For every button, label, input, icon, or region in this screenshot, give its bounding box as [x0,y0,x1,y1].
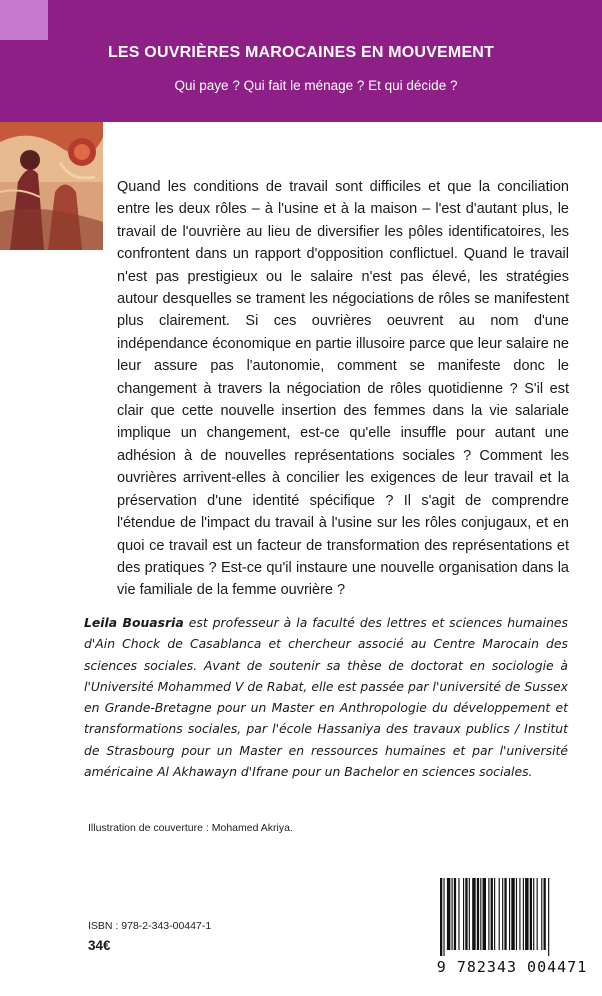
book-price: 34€ [88,938,111,953]
isbn-number: ISBN : 978-2-343-00447-1 [88,920,212,932]
barcode-digits: 9 782343 004471 [436,958,588,976]
book-title: LES OUVRIÈRES MAROCAINES EN MOUVEMENT [107,44,495,61]
cover-illustration-image [0,122,103,250]
cover-header-band [0,0,602,122]
author-bio [84,612,568,782]
barcode [430,874,594,986]
corner-square [0,0,48,40]
illustration-credit: Illustration de couverture : Mohamed Akriya. [88,822,293,834]
author-bio-text: est professeur à la faculté des lettres et sciences humaines d'Ain Chock de Casablanca et chercheur associé au Centre Marocain des sciences sociales. Avant de soutenir sa thèse de doctorat en sociologie à l'Université Mohammed V de Rabat, elle est passée par l'université de Sussex en Grande-Bretagne pour un Master en Anthropologie du développement et transformations sociales, par l'école Hassaniya des travaux publics / Institut de Strasbourg pour un Master en ressources humaines et par l'université américaine Al Akhawayn d'Ifrane pour un Bachelor en sciences sociales. [84,615,568,780]
book-subtitle: Qui paye ? Qui fait le ménage ? Et qui décide ? [174,78,458,93]
barcode-bars [430,874,594,956]
back-cover-summary: Quand les conditions de travail sont difficiles et que la conciliation entre les deux rôles – à l'usine et à la maison – l'est d'autant plus, le travail de l'ouvrière au lieu de diversifier les pôles identificatoires, les confrontent dans un rapport d'opposition conflictuel. Quand le travail n'est pas prestigieux ou le salaire n'est pas élevé, les stratégies autour desquelles se trament les négociations de rôles se manifestent plus clairement. Si ces ouvrières oeuvrent au nom d'une indépendance économique en partie illusoire parce que leur salaire ne leur assure pas l'autonomie, comment se manifeste donc le changement à travers la négociation de rôles quotidienne ? S'il est clair que cette nouvelle insertion des femmes dans la vie salariale implique un changement, est-ce qu'elle insuffle pour autant une adhésion à de nouvelles représentations sociales ? Comment les ouvrières arrivent-elles à concilier les exigences de leur travail et la préservation d'une identité spécifique ? Il s'agit de comprendre l'étendue de l'impact du travail à l'usine sur les rôles conjugaux, et en quoi ce travail est un facteur de transformation des représentations et des pratiques ? Est-ce qu'il instaure une nouvelle organisation dans la vie familiale de la femme ouvrière ? [117,179,569,599]
author-name: Leila Bouasria [84,615,184,630]
